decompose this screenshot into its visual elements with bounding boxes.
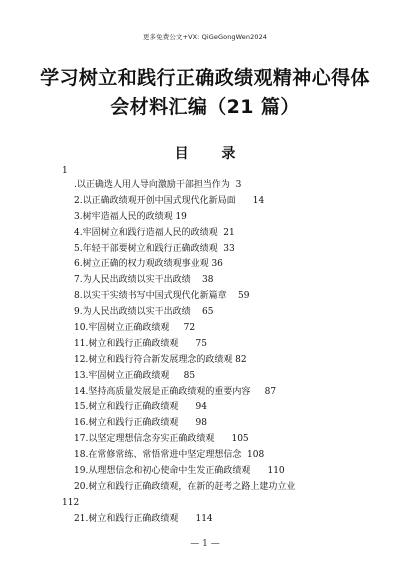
toc-item-text: 10.牢固树立正确政绩观 72 — [74, 323, 196, 334]
toc-item[interactable] — [0, 194, 410, 210]
toc-item-text: 6.树立正确的权力观政绩观事业观 36 — [74, 259, 223, 270]
toc-item-text: 15.树立和践行正确政绩观 94 — [74, 402, 207, 413]
title-line-1: 学习树立和践行正确政绩观精神心得体 — [40, 67, 370, 89]
toc-item-text: 14.坚持高质量发展是正确政绩观的重要内容 87 — [74, 386, 277, 397]
toc-item[interactable] — [0, 512, 410, 528]
page-footer: — 1 — — [190, 539, 220, 549]
table-of-contents — [0, 178, 410, 528]
toc-item[interactable] — [0, 369, 410, 385]
header-note: 更多免费公文+VX: QiGeGongWen2024 — [142, 33, 268, 41]
toc-item[interactable] — [0, 210, 410, 226]
toc-item-text: 16.树立和践行正确政绩观 98 — [74, 418, 207, 429]
toc-item-text: 9.为人民出政绩以实干出政绩 65 — [74, 307, 214, 318]
toc-item-text: 11.树立和践行正确政绩观 75 — [74, 338, 207, 349]
toc-item[interactable] — [0, 289, 410, 305]
toc-item-text: 5.年轻干部要树立和践行正确政绩观 33 — [74, 243, 235, 254]
toc-item-text: 21.树立和践行正确政绩观 114 — [74, 513, 213, 524]
toc-item-text: 20.树立和践行正确政绩观，在新的赶考之路上建功立业 — [74, 481, 296, 492]
title-line-2: 会材料汇编（21 篇） — [110, 96, 300, 118]
toc-item-text: 12.树立和践行符合新发展理念的政绩观 82 — [74, 354, 247, 365]
toc-heading: 目 录 — [174, 146, 250, 162]
toc-item[interactable] — [0, 448, 410, 464]
toc-item-text: 18.在常修常练、常悟常进中坚定理想信念 108 — [74, 450, 265, 461]
toc-item-text: 13.牢固树立正确政绩观 85 — [74, 370, 196, 381]
toc-item-text: 2.以正确政绩观开创中国式现代化新局面 14 — [74, 195, 265, 206]
toc-item-text: .以正确选人用人导向激励干部担当作为 3 — [74, 180, 242, 190]
toc-item-text: 7.为人民出政绩以实干出政绩 38 — [74, 275, 214, 286]
toc-item-text: 8.以实干实绩书写中国式现代化新篇章 59 — [74, 291, 250, 302]
toc-item[interactable] — [0, 178, 410, 194]
toc-item[interactable] — [0, 226, 410, 242]
toc-item[interactable] — [0, 464, 410, 480]
toc-item-text: 17.以坚定理想信念夯实正确政绩观 105 — [74, 434, 249, 445]
toc-item-text: 19.从理想信念和初心使命中生发正确政绩观 110 — [74, 466, 285, 477]
toc-item[interactable] — [0, 321, 410, 337]
toc-item[interactable] — [0, 273, 410, 289]
toc-item[interactable] — [0, 242, 410, 258]
toc-item[interactable] — [0, 257, 410, 273]
toc-item[interactable] — [0, 480, 410, 512]
toc-item[interactable] — [0, 400, 410, 416]
toc-item[interactable] — [0, 416, 410, 432]
toc-item[interactable] — [0, 337, 410, 353]
toc-item[interactable] — [0, 385, 410, 401]
toc-item[interactable] — [0, 353, 410, 369]
toc-item-text: 3.树牢造福人民的政绩观 19 — [74, 211, 187, 222]
document-title — [34, 64, 376, 122]
section-number: 1 — [62, 166, 68, 176]
toc-item-text: 4.牢固树立和践行造福人民的政绩观 21 — [74, 227, 235, 238]
toc-item-page-continuation: 112 — [62, 497, 80, 508]
toc-item[interactable] — [0, 432, 410, 448]
toc-item[interactable] — [0, 305, 410, 321]
